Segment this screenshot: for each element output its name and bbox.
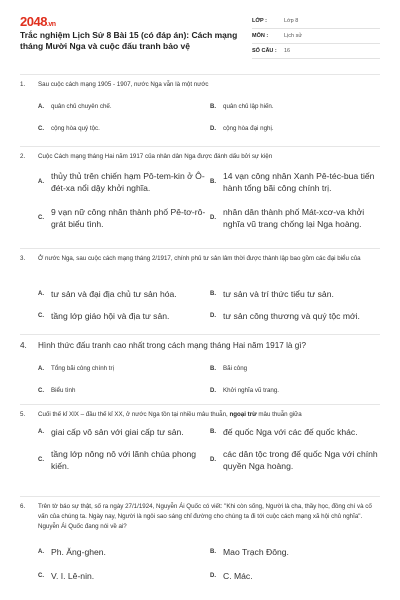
option-text: quân chủ chuyên chế.: [51, 103, 112, 110]
question-text: [20, 152, 380, 162]
meta-row-subject: [252, 29, 380, 44]
option-letter: C.: [38, 387, 44, 394]
question-text: [20, 502, 380, 532]
option-text: các dân tộc trong đế quốc Nga với chính quyền Nga hoàng.: [223, 449, 378, 471]
option-letter: A.: [38, 103, 44, 110]
question-number: 4.: [20, 341, 27, 350]
option-text: tầng lớp giáo hội và địa tư sản.: [51, 311, 170, 321]
option-d[interactable]: [210, 386, 380, 395]
option-text: quân chủ lập hiến.: [223, 103, 274, 110]
option-text: Ph. Ăng-ghen.: [51, 547, 106, 557]
question-5: [20, 410, 380, 471]
meta-value: Lịch sử: [284, 33, 303, 39]
option-a[interactable]: [38, 170, 208, 194]
divider: [20, 496, 380, 497]
page-title: Trắc nghiệm Lịch Sử 8 Bài 15 (có đáp án): Cách mạng tháng Mười Nga và cuộc đấu tranh bảo vệ: [20, 30, 238, 51]
question-1: [20, 80, 380, 132]
option-text: 14 vạn công nhân Xanh Pê-téc-bua tiến hành tổng bãi công chính trị.: [223, 171, 375, 193]
question-body: Hình thức đấu tranh cao nhất trong cách mạng tháng Hai năm 1917 là gì?: [38, 341, 307, 350]
meta-row-count: [252, 44, 380, 59]
option-letter: A.: [38, 549, 44, 555]
option-letter: C.: [38, 125, 44, 132]
divider: [20, 334, 380, 335]
option-b[interactable]: [210, 288, 380, 300]
question-body: Cuộc Cách mạng tháng Hai năm 1917 của nhân dân Nga được đánh dấu bởi sự kiện: [38, 153, 273, 160]
option-letter: D.: [210, 387, 216, 394]
option-letter: B.: [210, 365, 216, 372]
option-c[interactable]: [38, 206, 208, 230]
meta-label: LỚP :: [252, 18, 267, 24]
option-d[interactable]: [210, 570, 380, 582]
option-a[interactable]: [38, 546, 208, 558]
option-b[interactable]: [210, 102, 380, 111]
option-letter: A.: [38, 291, 44, 297]
divider: [20, 146, 380, 147]
option-a[interactable]: [38, 102, 208, 111]
option-text: Tổng bãi công chính trị: [51, 365, 114, 372]
question-2: [20, 152, 380, 229]
question-number: 6.: [20, 503, 26, 510]
option-text: cộng hòa quý tộc.: [51, 125, 100, 132]
question-text: [20, 80, 380, 90]
option-c[interactable]: [38, 310, 208, 322]
logo-suffix: .vn: [46, 21, 56, 28]
divider: [20, 248, 380, 249]
meta-table: [252, 14, 380, 59]
option-d[interactable]: [210, 206, 380, 230]
question-4: [20, 340, 380, 394]
meta-row-class: [252, 14, 380, 29]
option-b[interactable]: [210, 426, 380, 438]
option-letter: D.: [210, 457, 216, 463]
option-letter: A.: [38, 429, 44, 435]
option-b[interactable]: [210, 364, 380, 373]
option-text: 9 vạn nữ công nhân thành phố Pê-tơ-rô-grát biểu tình.: [51, 207, 206, 229]
option-letter: A.: [38, 179, 44, 185]
option-letter: C.: [38, 457, 44, 463]
option-letter: D.: [210, 215, 216, 221]
option-c[interactable]: [38, 448, 208, 472]
option-c[interactable]: [38, 570, 208, 582]
page-header: [0, 0, 400, 66]
option-a[interactable]: [38, 364, 208, 373]
meta-value: Lớp 8: [284, 18, 299, 24]
option-text: V. I. Lê-nin.: [51, 571, 95, 581]
option-c[interactable]: [38, 124, 208, 133]
question-6: [20, 502, 380, 581]
option-letter: D.: [210, 573, 216, 579]
question-text: [20, 254, 380, 264]
option-text: C. Mác.: [223, 571, 253, 581]
option-b[interactable]: [210, 170, 380, 194]
option-text: Biểu tình: [51, 387, 76, 394]
question-3: [20, 254, 380, 321]
option-letter: C.: [38, 215, 44, 221]
option-letter: A.: [38, 365, 44, 372]
option-d[interactable]: [210, 448, 380, 472]
question-number: 3.: [20, 255, 26, 262]
option-b[interactable]: [210, 546, 380, 558]
option-text: cộng hòa đại nghị.: [223, 125, 274, 132]
site-logo[interactable]: [20, 14, 56, 29]
option-text: Bãi công: [223, 365, 248, 372]
option-a[interactable]: [38, 288, 208, 300]
option-letter: D.: [210, 313, 216, 319]
option-letter: B.: [210, 103, 216, 110]
option-letter: B.: [210, 291, 216, 297]
question-body-part: Cuối thế kỉ XIX – đầu thế kỉ XX, ở nước Nga tồn tại nhiều mâu thuẫn,: [38, 411, 230, 418]
option-text: đế quốc Nga với các đế quốc khác.: [223, 427, 358, 437]
option-text: Mao Trạch Đông.: [223, 547, 289, 557]
option-text: Khởi nghĩa vũ trang.: [223, 387, 279, 394]
meta-label: MÔN :: [252, 33, 269, 39]
option-letter: B.: [210, 179, 216, 185]
divider: [20, 74, 380, 75]
option-a[interactable]: [38, 426, 208, 438]
option-letter: C.: [38, 573, 44, 579]
divider: [20, 404, 380, 405]
option-text: tư sản công thương và quý tộc mới.: [223, 311, 360, 321]
option-letter: B.: [210, 429, 216, 435]
question-body: Trên tờ báo sự thật, số ra ngày 27/1/1924, Nguyễn Ái Quốc có viết: "Khi còn sống, Người là cha, thầy học, đồng chí và cố vấn của chúng ta. Ngày nay, Người là ngôi sao sáng chỉ đường cho chúng ta đi tới cuộc cách mạng xã hội chủ nghĩa". Nguyễn Ái Quốc đang nói về ai?: [38, 503, 372, 530]
option-text: thủy thủ trên chiến hạm Pô-tem-kin ở Ô-đét-xa nổi dậy khởi nghĩa.: [51, 171, 205, 193]
question-body: Ở nước Nga, sau cuộc cách mạng tháng 2/1917, chính phủ tư sản lâm thời được thành lập bao gồm các đại biểu của: [38, 255, 361, 262]
option-c[interactable]: [38, 386, 208, 395]
question-number: 1.: [20, 81, 26, 88]
option-text: nhân dân thành phố Mát-xcơ-va khởi nghĩa vũ trang chống lại Nga hoàng.: [223, 207, 365, 229]
meta-value: 16: [284, 48, 291, 54]
option-letter: B.: [210, 549, 216, 555]
question-body-part: mâu thuẫn giữa: [256, 411, 302, 418]
meta-label: SỐ CÂU :: [252, 48, 277, 54]
option-text: tư sản và trí thức tiểu tư sản.: [223, 289, 334, 299]
option-text: tầng lớp nông nô với lãnh chúa phong kiến.: [51, 449, 197, 471]
question-body: [38, 410, 380, 420]
option-letter: C.: [38, 313, 44, 319]
option-text: giai cấp vô sản với giai cấp tư sản.: [51, 427, 184, 437]
question-body: Sau cuộc cách mạng 1905 - 1907, nước Nga vẫn là một nước: [38, 81, 209, 88]
question-text: [20, 340, 380, 351]
question-number: 5.: [20, 411, 26, 418]
option-d[interactable]: [210, 310, 380, 322]
logo-text: 2048: [20, 14, 47, 29]
question-emphasis: ngoại trừ: [229, 411, 257, 418]
question-text: [20, 410, 380, 420]
question-number: 2.: [20, 153, 26, 160]
option-text: tư sản và đại địa chủ tư sản hóa.: [51, 289, 177, 299]
option-letter: D.: [210, 125, 216, 132]
option-d[interactable]: [210, 124, 380, 133]
